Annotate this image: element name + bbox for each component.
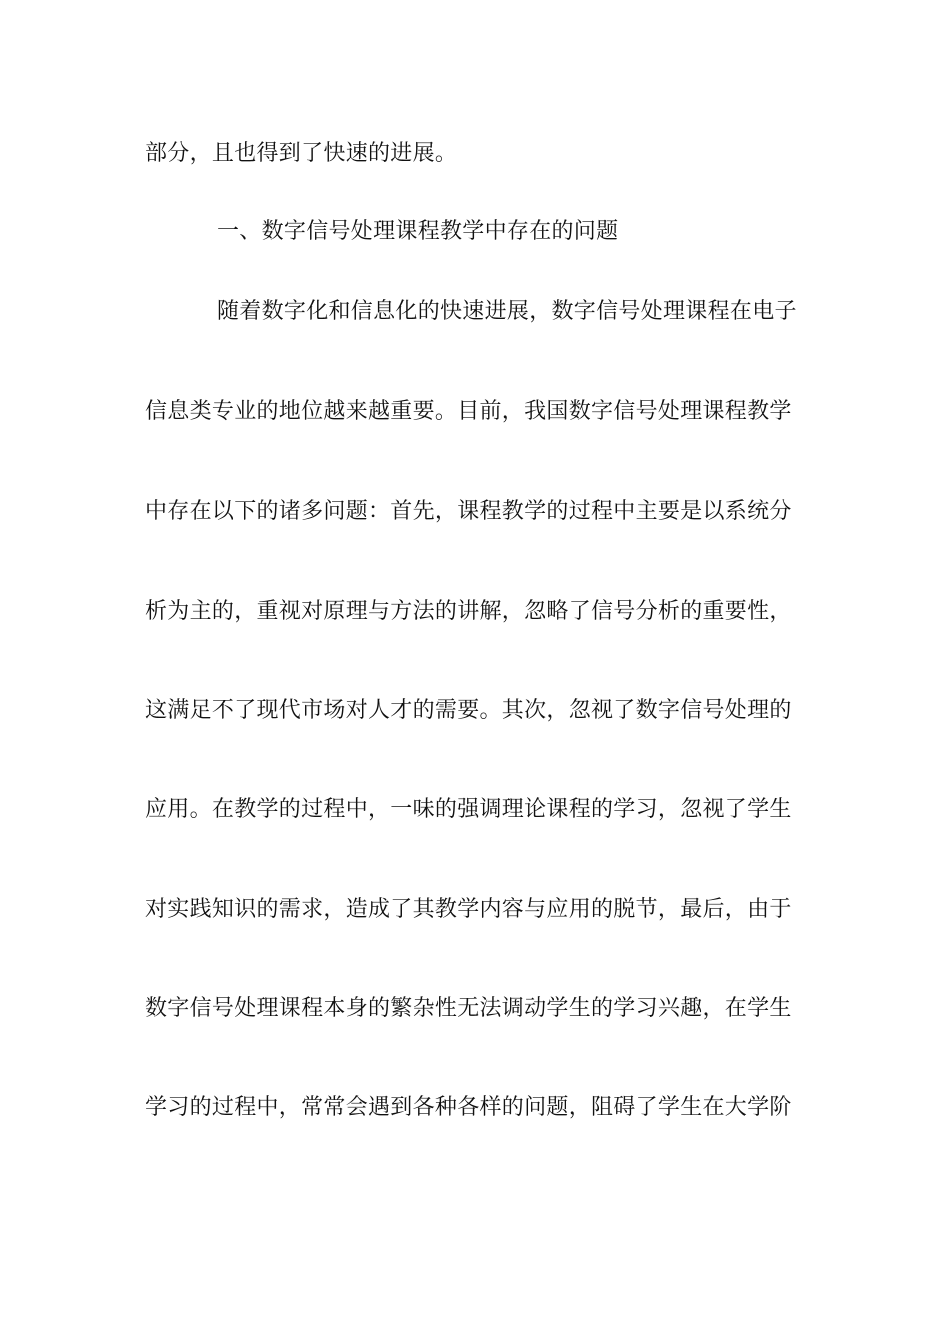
paragraph-line: 这满足不了现代市场对人才的需要。其次，忽视了数字信号处理的: [145, 698, 792, 723]
paragraph-line: 中存在以下的诸多问题：首先，课程教学的过程中主要是以系统分: [145, 499, 792, 524]
paragraph-line: 信息类专业的地位越来越重要。目前，我国数字信号处理课程教学: [145, 399, 792, 424]
paragraph-line: 对实践知识的需求，造成了其教学内容与应用的脱节，最后，由于: [145, 897, 792, 922]
text-line-continuation: 部分，且也得到了快速的进展。: [145, 141, 458, 166]
paragraph-first-line: 随着数字化和信息化的快速进展，数字信号处理课程在电子: [217, 299, 797, 324]
paragraph-line: 应用。在教学的过程中，一味的强调理论课程的学习，忽视了学生: [145, 797, 792, 822]
paragraph-line: 学习的过程中，常常会遇到各种各样的问题，阻碍了学生在大学阶: [145, 1095, 792, 1120]
section-heading: 一、数字信号处理课程教学中存在的问题: [217, 219, 619, 244]
paragraph-line: 数字信号处理课程本身的繁杂性无法调动学生的学习兴趣，在学生: [145, 996, 792, 1021]
paragraph-line: 析为主的，重视对原理与方法的讲解，忽略了信号分析的重要性，: [145, 599, 792, 624]
